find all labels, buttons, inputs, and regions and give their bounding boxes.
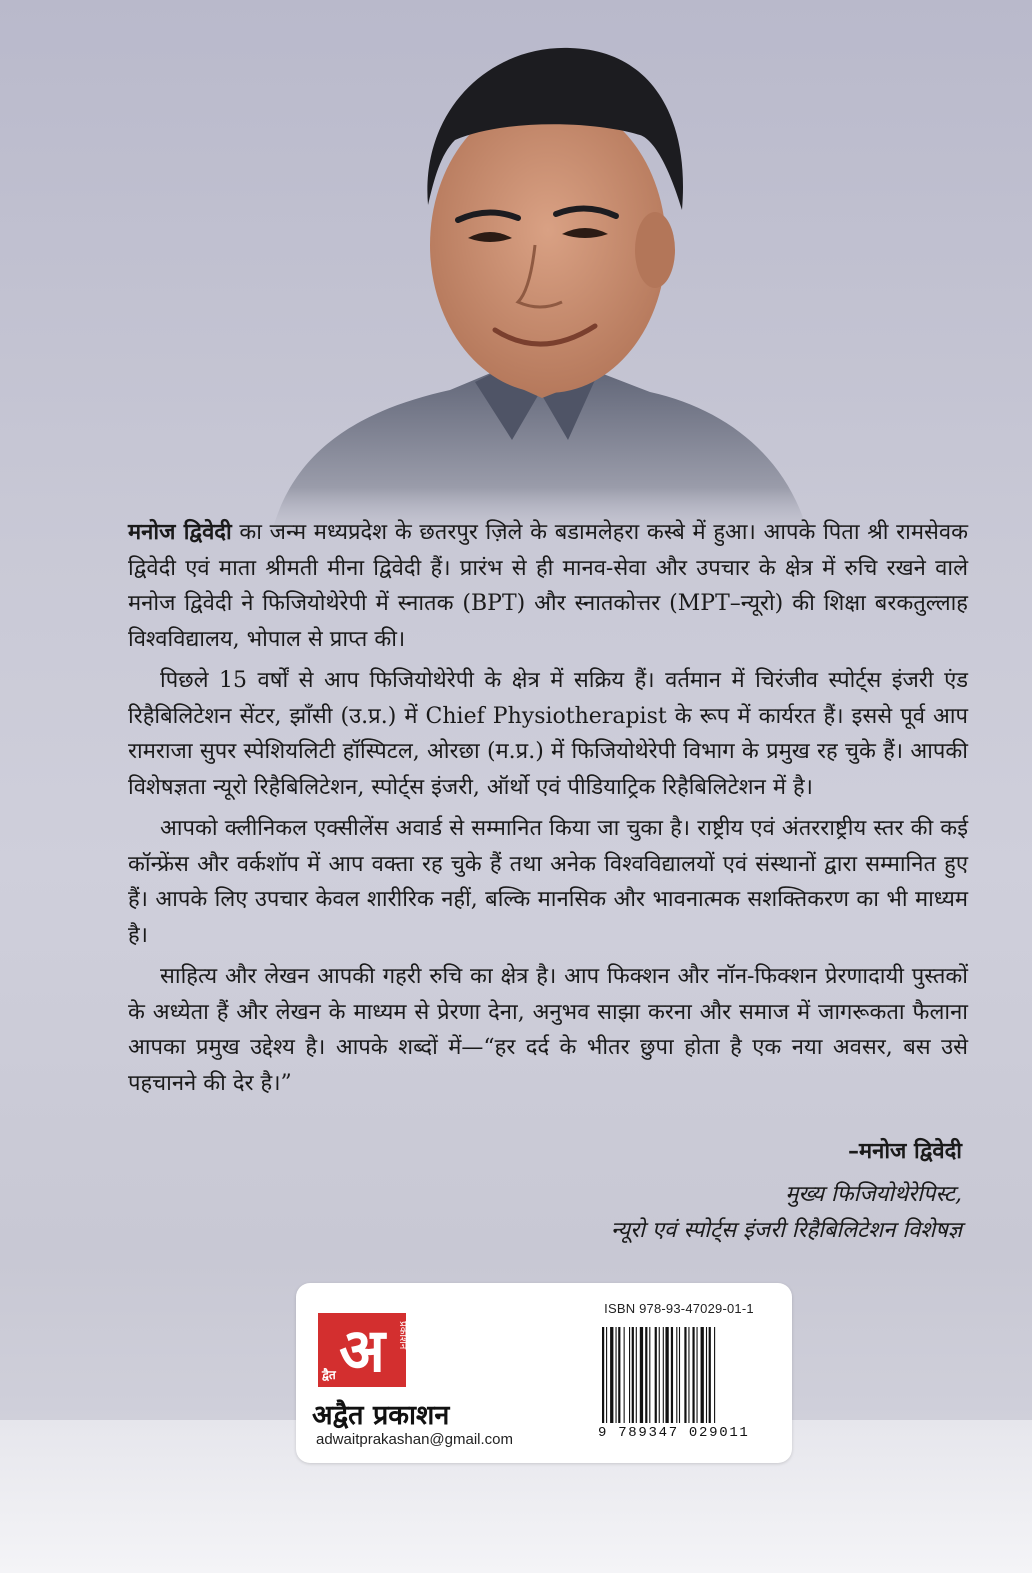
publisher-name: अद्वैत प्रकाशन bbox=[312, 1400, 450, 1431]
barcode bbox=[602, 1327, 758, 1423]
publisher-panel bbox=[296, 1283, 792, 1463]
logo-glyph: अ bbox=[339, 1316, 385, 1386]
isbn-digits: 9 789347 029011 bbox=[598, 1425, 750, 1441]
publisher-logo bbox=[318, 1313, 406, 1387]
isbn-label: ISBN 978-93-47029-01-1 bbox=[604, 1301, 754, 1316]
logo-text-right: प्रकाशन bbox=[397, 1321, 408, 1350]
signature-name: –मनोज द्विवेदी bbox=[847, 1138, 962, 1164]
bio-paragraph-1 bbox=[128, 515, 968, 657]
publisher-email: adwaitprakashan@gmail.com bbox=[316, 1431, 513, 1448]
signature-role-2: न्यूरो एवं स्पोर्ट्स इंजरी रिहैबिलिटेशन विशेषज्ञ bbox=[610, 1218, 962, 1243]
author-photo bbox=[250, 20, 810, 540]
bio-paragraph-1-text: का जन्म मध्यप्रदेश के छतरपुर ज़िले के बडामलेहरा कस्बे में हुआ। आपके पिता श्री रामसेवक द्विवेदी एवं माता श्रीमती मीना द्विवेदी हैं। प्रारंभ से ही मानव-सेवा और उपचार के क्षेत्र में रुचि रखने वाले मनोज द्विवेदी ने फिजियोथेरेपी में स्नातक (BPT) और स्नातकोत्तर (MPT–न्यूरो) की शिक्षा बरकतुल्लाह विश्वविद्यालय, भोपाल से प्राप्त की। bbox=[128, 520, 969, 652]
bio-paragraph-2: पिछले 15 वर्षों से आप फिजियोथेरेपी के क्षेत्र में सक्रिय हैं। वर्तमान में चिरंजीव स्पोर्ट्स इंजरी एंड रिहैबिलिटेशन सेंटर, झाँसी (उ.प्र.) में Chief Physiotherapist के रूप में कार्यरत हैं। इससे पूर्व आप रामराजा सुपर स्पेशियलिटी हॉस्पिटल, ओरछा (म.प्र.) में फिजियोथेरेपी विभाग के प्रमुख रह चुके हैं। आपकी विशेषज्ञता न्यूरो रिहैबिलिटेशन, स्पोर्ट्स इंजरी, ऑर्थो एवं पीडियाट्रिक रिहैबिलिटेशन में है। bbox=[128, 668, 968, 800]
bio-paragraph-4: साहित्य और लेखन आपकी गहरी रुचि का क्षेत्र है। आप फिक्शन और नॉन-फिक्शन प्रेरणादायी पुस्तकों के अध्येता हैं और लेखन के माध्यम से प्रेरणा देना, अनुभव साझा करना और समाज में जागरूकता फैलाना आपका प्रमुख उद्देश्य है। आपके शब्दों में—“हर दर्द के भीतर छुपा होता है एक नया अवसर, बस उसे पहचानने की देर है।” bbox=[128, 964, 968, 1096]
author-bio bbox=[128, 515, 968, 1107]
signature-role-1: मुख्य फिजियोथेरेपिस्ट, bbox=[785, 1182, 962, 1207]
logo-text-left: द्वैत bbox=[322, 1368, 336, 1382]
author-signature bbox=[611, 1133, 962, 1249]
isbn-barcode-block bbox=[588, 1301, 770, 1451]
bio-paragraph-3: आपको क्लीनिकल एक्सीलेंस अवार्ड से सम्मानित किया जा चुका है। राष्ट्रीय एवं अंतरराष्ट्रीय स्तर की कई कॉन्फ्रेंस और वर्कशॉप में आप वक्ता रह चुके हैं तथा अनेक विश्वविद्यालयों एवं संस्थानों द्वारा सम्मानित हुए हैं। आपके लिए उपचार केवल शारीरिक नहीं, बल्कि मानसिक और भावनात्मक सशक्तिकरण का भी माध्यम है। bbox=[128, 816, 968, 948]
author-name-bold: मनोज द्विवेदी bbox=[128, 519, 232, 545]
